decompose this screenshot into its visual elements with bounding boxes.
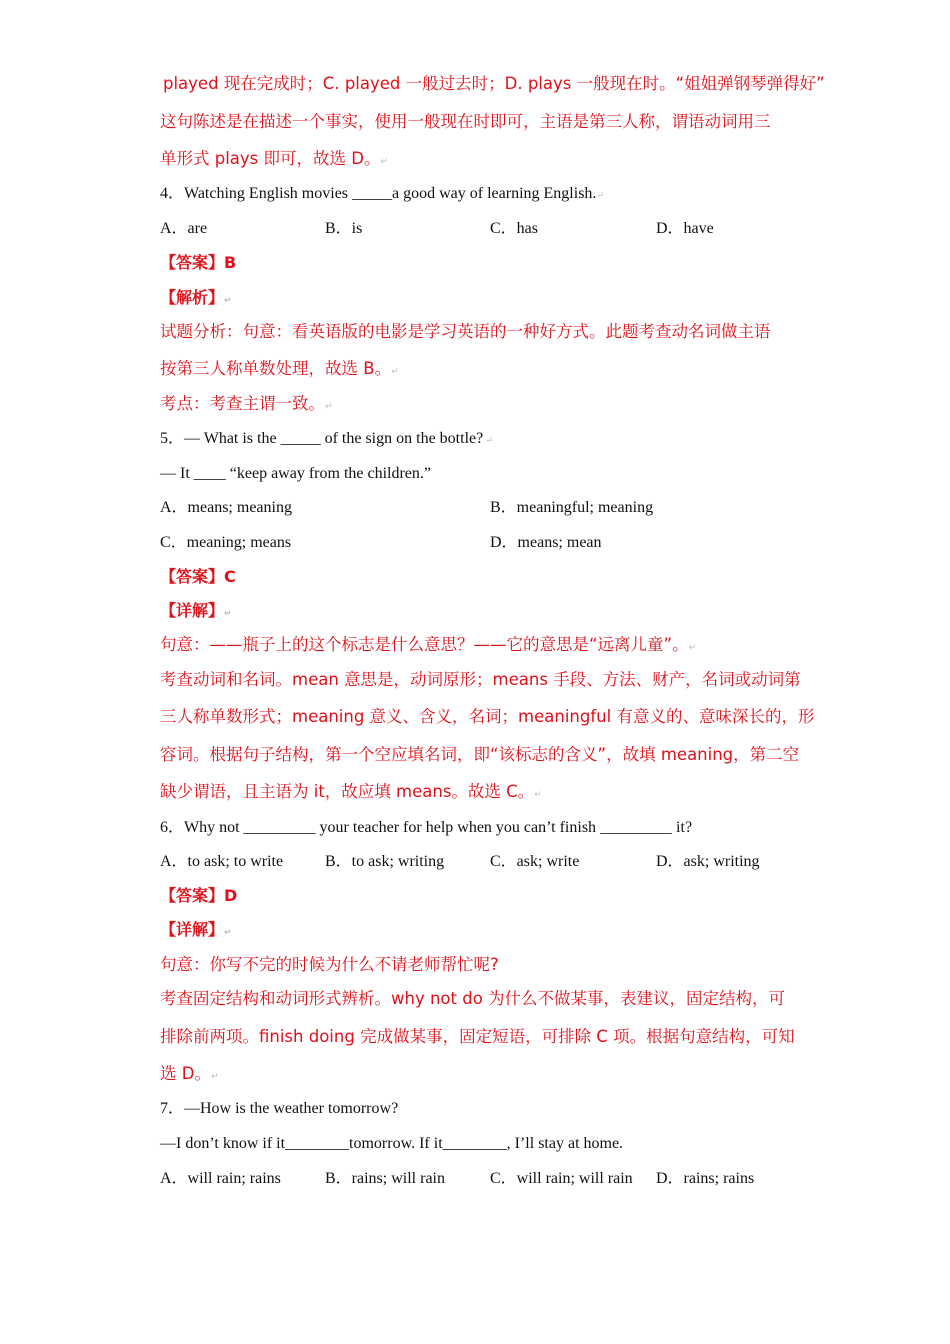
paragraph-mark-icon: ↵ — [325, 402, 333, 412]
q4-point: 考点：考查主谓一致。↵ — [160, 394, 333, 413]
q4-answer: 【答案】B — [160, 253, 237, 272]
question-4-stem: 4．Watching English movies _____a good way of learning English.↵ — [160, 185, 604, 202]
q5-answer: 【答案】C — [160, 567, 236, 586]
q5-detail-label: 【详解】↵ — [160, 601, 232, 620]
q6-detail-line: 考查固定结构和动词形式辨析。why not do 为什么不做某事，表建议，固定结构，可 — [160, 989, 786, 1008]
q6-answer: 【答案】D — [160, 886, 238, 905]
paragraph-mark-icon: ↵ — [688, 643, 697, 653]
q4-option-c: C．has — [490, 220, 539, 237]
q4-option-a: A．are — [160, 220, 208, 237]
question-5-stem: 5．— What is the _____ of the sign on the bottle? ↵ — [160, 430, 494, 447]
q6-detail-label: 【详解】↵ — [160, 920, 232, 939]
q5-option-c: C．meaning; means — [160, 534, 292, 551]
question-6-stem: 6．Why not _________ your teacher for help when you can’t finish _________ it? — [160, 819, 693, 836]
q5-option-a: A．means; meaning — [160, 499, 292, 516]
q5-detail-line: 缺少谓语，且主语为 it，故应填 means。故选 C。↵ — [160, 782, 542, 801]
q4-analysis-label: 【解析】↵ — [160, 288, 232, 307]
q7-option-a: A．will rain; rains — [160, 1170, 281, 1187]
question-7-stem-reply: —I don’t know if it________tomorrow. If it________, I’ll stay at home. — [160, 1135, 624, 1152]
q7-option-c: C．will rain; will rain — [490, 1170, 633, 1187]
q4-option-b: B．is — [325, 220, 363, 237]
q6-option-d: D．ask; writing — [656, 853, 760, 870]
q5-option-d: D．means; mean — [490, 534, 602, 551]
paragraph-mark-icon: ↵ — [483, 435, 494, 445]
question-7-stem: 7．—How is the weather tomorrow? — [160, 1100, 399, 1117]
q5-detail-line: 三人称单数形式；meaning 意义、含义，名词；meaningful 有意义的、意味深长的，形 — [160, 707, 815, 726]
q4-analysis-line: 按第三人称单数处理，故选 B。↵ — [160, 359, 399, 378]
q5-detail-line: 容词。根据句子结构，第一个空应填名词，即“该标志的含义”，故填 meaning，第二空 — [160, 745, 800, 764]
paragraph-mark-icon: ↵ — [596, 190, 604, 200]
paragraph-mark-icon: ↵ — [224, 609, 232, 619]
q5-detail-line: 考查动词和名词。mean 意思是，动词原形；means 手段、方法、财产，名词或动词第 — [160, 670, 801, 689]
q6-option-b: B．to ask; writing — [325, 853, 445, 870]
paragraph-mark-icon: ↵ — [224, 296, 232, 306]
question-5-stem-reply: — It ____ “keep away from the children.” — [160, 465, 432, 482]
explanation-line: 单形式 plays 即可，故选 D。↵ — [160, 149, 389, 168]
paragraph-mark-icon: ↵ — [210, 1072, 219, 1082]
q6-detail-line: 排除前两项。finish doing 完成做某事，固定短语，可排除 C 项。根据句意结构，可知 — [160, 1027, 795, 1046]
q7-option-d: D．rains; rains — [656, 1170, 755, 1187]
paragraph-mark-icon: ↵ — [380, 157, 389, 167]
q4-option-d: D．have — [656, 220, 714, 237]
paragraph-mark-icon: ↵ — [391, 367, 399, 377]
q6-option-a: A．to ask; to write — [160, 853, 284, 870]
q7-option-b: B．rains; will rain — [325, 1170, 445, 1187]
q5-detail-line: 句意：——瓶子上的这个标志是什么意思？——它的意思是“远离儿童”。↵ — [160, 635, 697, 654]
paragraph-mark-icon: ↵ — [534, 790, 542, 800]
q4-analysis-line: 试题分析：句意：看英语版的电影是学习英语的一种好方式。此题考查动名词做主语 — [160, 322, 771, 341]
explanation-line: 这句陈述是在描述一个事实，使用一般现在时即可，主语是第三人称，谓语动词用三 — [160, 112, 771, 131]
q6-detail-line: 句意：你写不完的时候为什么不请老师帮忙呢? — [160, 955, 499, 974]
q6-detail-line: 选 D。↵ — [160, 1064, 219, 1083]
q5-option-b: B．meaningful; meaning — [490, 499, 654, 516]
explanation-line: played 现在完成时；C. played 一般过去时；D. plays 一般现在时。“姐姐弹钢琴弹得好” — [163, 74, 825, 93]
paragraph-mark-icon: ↵ — [224, 928, 232, 938]
q6-option-c: C．ask; write — [490, 853, 580, 870]
